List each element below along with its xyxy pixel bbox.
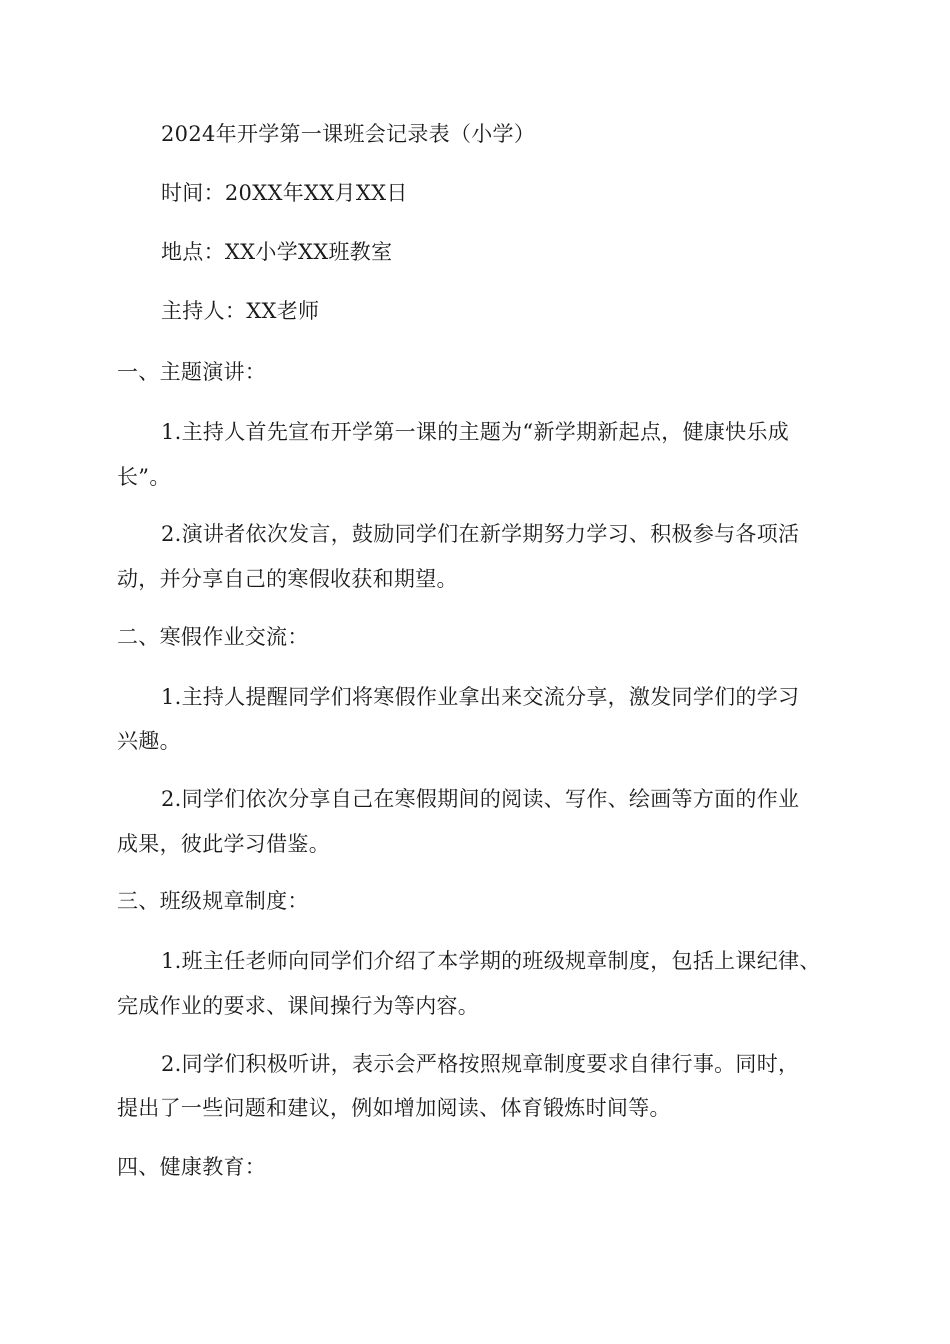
paragraph-line: 2.同学们依次分享自己在寒假期间的阅读、写作、绘画等方面的作业 — [161, 787, 800, 811]
document-title: 2024年开学第一课班会记录表（小学） — [161, 122, 536, 146]
paragraph-line: 兴趣。 — [117, 729, 181, 753]
paragraph-line: 2.同学们积极听讲，表示会严格按照规章制度要求自律行事。同时， — [161, 1052, 800, 1076]
paragraph-line: 1.主持人首先宣布开学第一课的主题为“新学期新起点，健康快乐成 — [161, 420, 790, 444]
paragraph-line: 1.主持人提醒同学们将寒假作业拿出来交流分享，激发同学们的学习 — [161, 685, 800, 709]
section-heading: 四、健康教育： — [117, 1155, 267, 1179]
paragraph-line: 长”。 — [117, 465, 171, 489]
paragraph-line: 成果，彼此学习借鉴。 — [117, 832, 330, 856]
section-heading: 一、主题演讲： — [117, 360, 267, 384]
paragraph-line: 动，并分享自己的寒假收获和期望。 — [117, 567, 458, 591]
paragraph-line: 提出了一些问题和建议，例如增加阅读、体育锻炼时间等。 — [117, 1096, 671, 1120]
paragraph-line: 2.演讲者依次发言，鼓励同学们在新学期努力学习、积极参与各项活 — [161, 522, 800, 546]
meeting-host: 主持人：XX老师 — [161, 299, 320, 323]
paragraph-line: 完成作业的要求、课间操行为等内容。 — [117, 994, 480, 1018]
paragraph-line: 1.班主任老师向同学们介绍了本学期的班级规章制度，包括上课纪律、 — [161, 949, 821, 973]
section-heading: 三、班级规章制度： — [117, 889, 309, 913]
section-heading: 二、寒假作业交流： — [117, 625, 309, 649]
meeting-place: 地点：XX小学XX班教室 — [161, 240, 393, 264]
meeting-time: 时间：20XX年XX月XX日 — [161, 181, 408, 205]
